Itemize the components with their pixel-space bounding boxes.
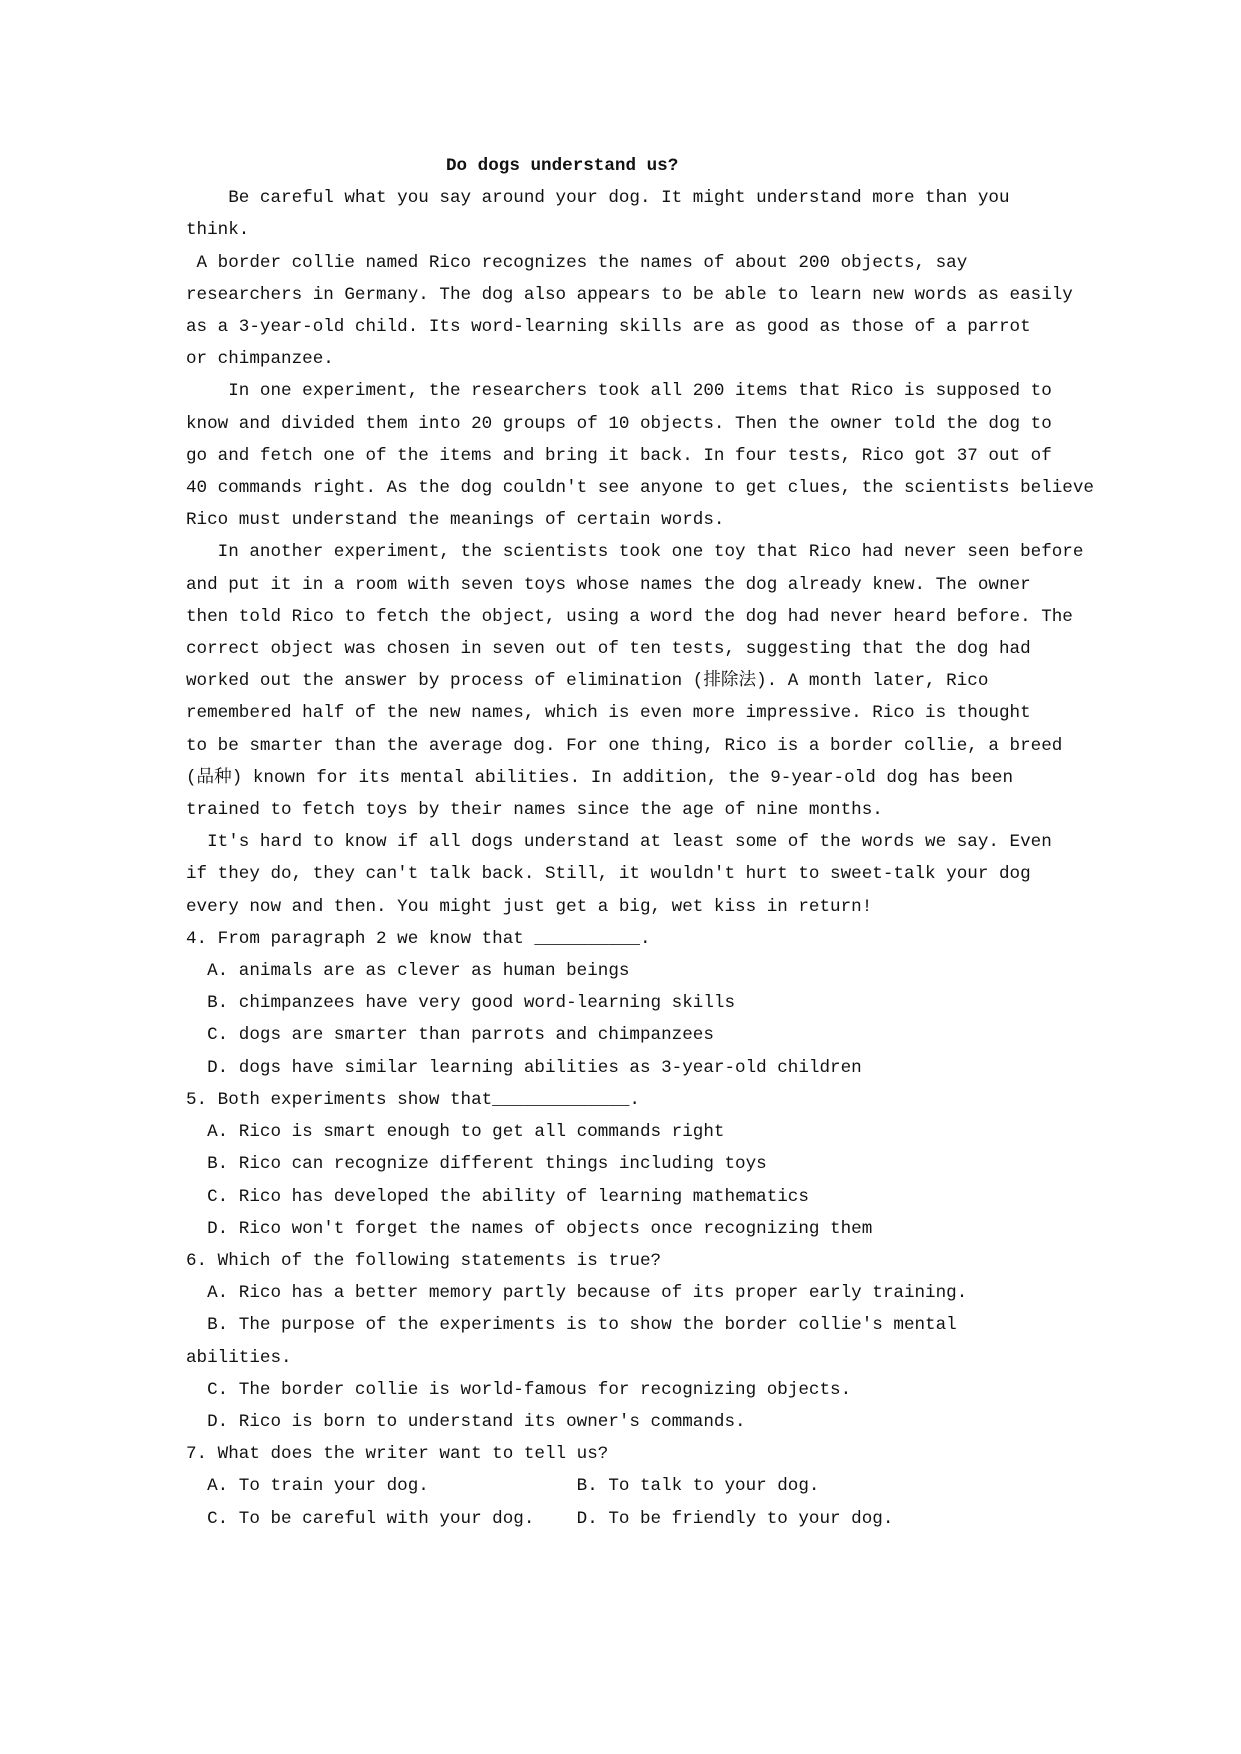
question-option: D. dogs have similar learning abilities as 3-year-old children [186, 1057, 862, 1078]
passage-line: In another experiment, the scientists took one toy that Rico had never seen before [186, 542, 1084, 563]
passage-line: then told Rico to fetch the object, using a word the dog had never heard before. The [186, 606, 1073, 627]
question-stem: 4. From paragraph 2 we know that __________. [186, 928, 651, 949]
question-option: D. Rico is born to understand its owner's commands. [186, 1411, 746, 1432]
passage-line: researchers in Germany. The dog also appears to be able to learn new words as easily [186, 284, 1073, 305]
question-option: C. Rico has developed the ability of learning mathematics [186, 1186, 809, 1207]
question-option: D. Rico won't forget the names of objects once recognizing them [186, 1218, 873, 1239]
passage-line: remembered half of the new names, which is even more impressive. Rico is thought [186, 703, 1031, 724]
question-option: A. Rico is smart enough to get all commands right [186, 1122, 725, 1143]
passage-line: if they do, they can't talk back. Still, it wouldn't hurt to sweet-talk your dog [186, 864, 1031, 885]
passage-line: correct object was chosen in seven out of ten tests, suggesting that the dog had [186, 639, 1031, 660]
question-5 [186, 1084, 1186, 1245]
question-option: B. chimpanzees have very good word-learning skills [186, 993, 736, 1014]
passage-line: trained to fetch toys by their names since the age of nine months. [186, 800, 883, 821]
passage-line: Be careful what you say around your dog. It might understand more than you [186, 188, 1010, 209]
question-option: C. dogs are smarter than parrots and chimpanzees [186, 1025, 714, 1046]
passage-line: Rico must understand the meanings of certain words. [186, 510, 725, 531]
passage-line: go and fetch one of the items and bring it back. In four tests, Rico got 37 out of [186, 445, 1052, 466]
question-7 [186, 1438, 1186, 1535]
passage-line: In one experiment, the researchers took all 200 items that Rico is supposed to [186, 381, 1052, 402]
passage-line: worked out the answer by process of elimination (排除法). A month later, Rico [186, 671, 989, 692]
passage-line: or chimpanzee. [186, 349, 334, 370]
document-page [186, 150, 1186, 1535]
passage-line: to be smarter than the average dog. For one thing, Rico is a border collie, a breed [186, 735, 1063, 756]
question-option: C. The border collie is world-famous for recognizing objects. [186, 1379, 852, 1400]
question-6 [186, 1245, 1186, 1438]
question-stem: 6. Which of the following statements is true? [186, 1250, 662, 1271]
passage-line: A border collie named Rico recognizes the names of about 200 objects, say [186, 252, 968, 273]
passage-line: as a 3-year-old child. Its word-learning skills are as good as those of a parrot [186, 317, 1031, 338]
question-stem: 7. What does the writer want to tell us? [186, 1444, 609, 1465]
question-option: A. Rico has a better memory partly because of its proper early training. [186, 1283, 968, 1304]
question-4 [186, 923, 1186, 1084]
passage-line: and put it in a room with seven toys whose names the dog already knew. The owner [186, 574, 1031, 595]
question-option: C. To be careful with your dog. D. To be friendly to your dog. [186, 1508, 894, 1529]
question-option: A. animals are as clever as human beings [186, 961, 630, 982]
passage [186, 182, 1186, 923]
question-stem: 5. Both experiments show that_____________. [186, 1089, 640, 1110]
question-option: B. The purpose of the experiments is to show the border collie's mental [186, 1315, 957, 1336]
questions [186, 923, 1186, 1535]
question-option: B. Rico can recognize different things including toys [186, 1154, 767, 1175]
passage-line: (品种) known for its mental abilities. In addition, the 9-year-old dog has been [186, 767, 1014, 788]
question-option: abilities. [186, 1347, 292, 1368]
passage-line: think. [186, 220, 250, 241]
passage-line: know and divided them into 20 groups of 10 objects. Then the owner told the dog to [186, 413, 1052, 434]
passage-line: 40 commands right. As the dog couldn't see anyone to get clues, the scientists believe [186, 478, 1094, 499]
passage-line: every now and then. You might just get a big, wet kiss in return! [186, 896, 873, 917]
page-title: Do dogs understand us? [446, 156, 679, 176]
question-option: A. To train your dog. B. To talk to your dog. [186, 1476, 820, 1497]
passage-line: It's hard to know if all dogs understand at least some of the words we say. Even [186, 832, 1052, 853]
